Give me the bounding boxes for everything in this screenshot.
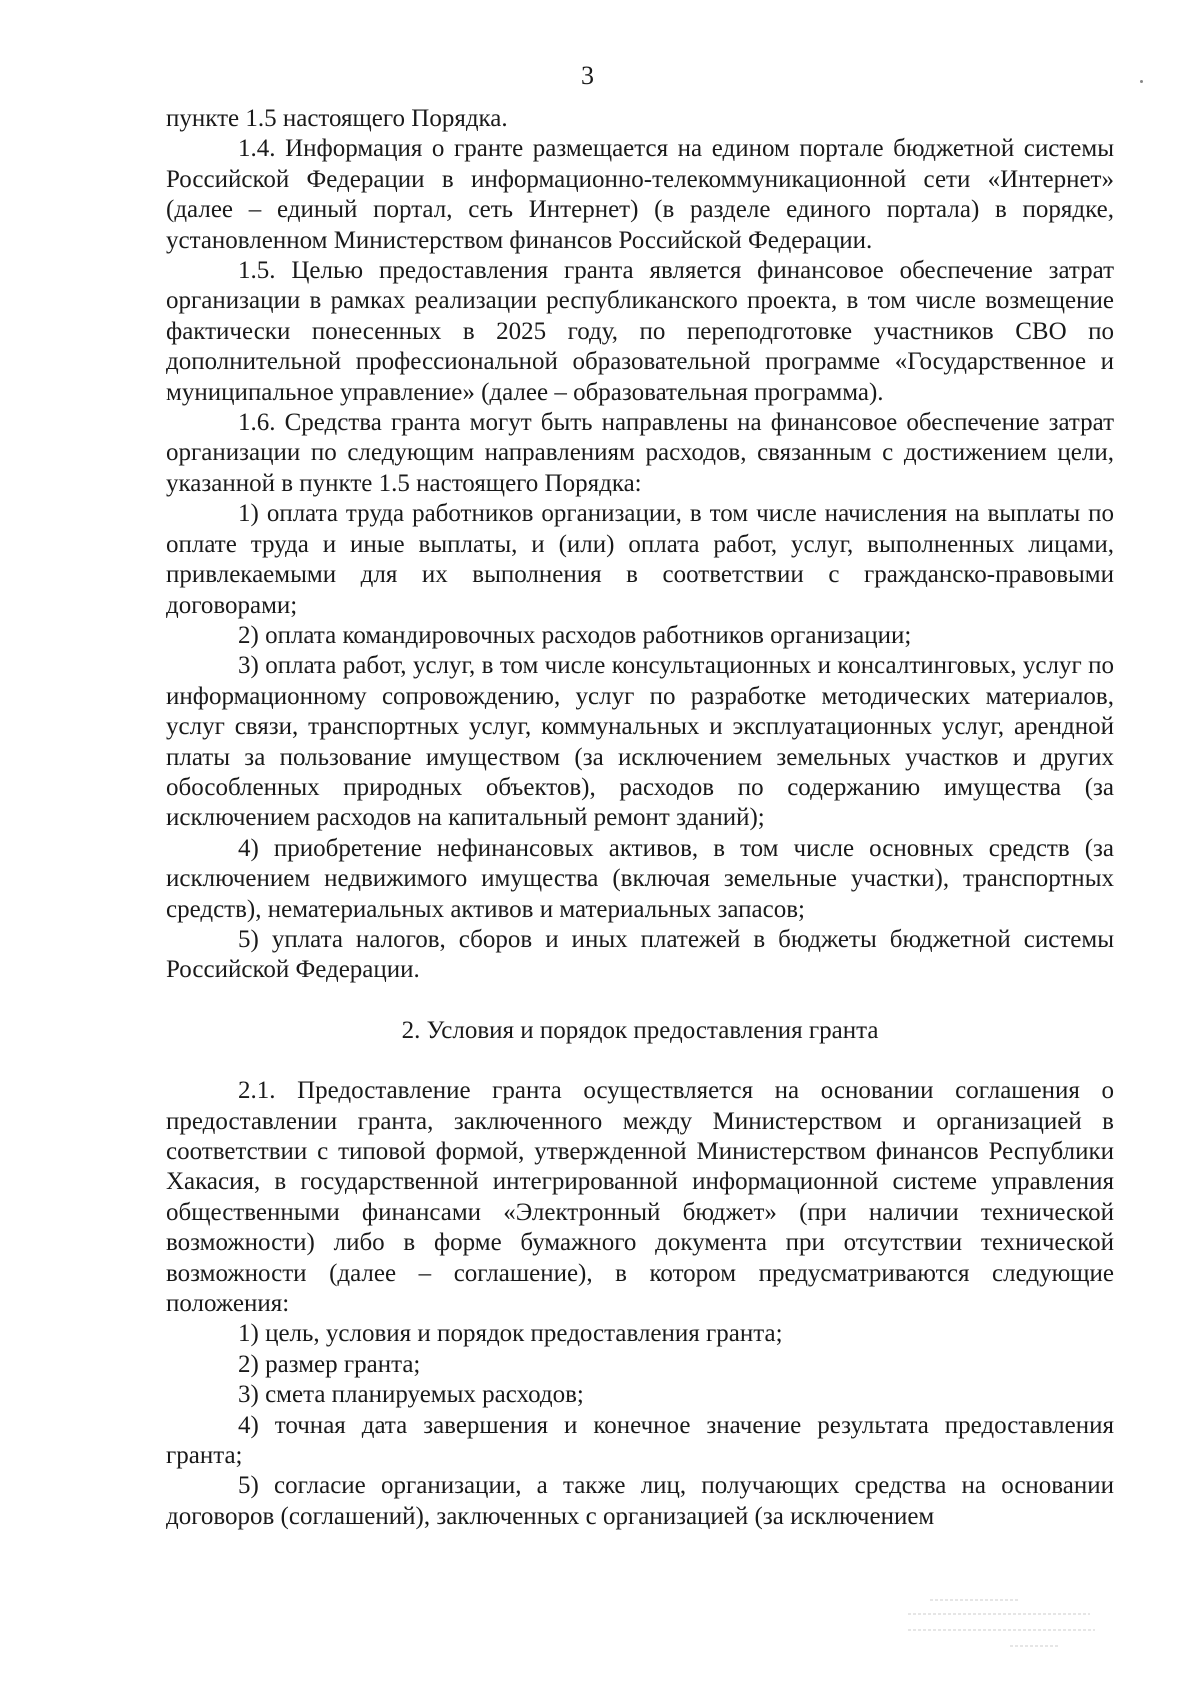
paragraph-1-4: 1.4. Информация о гранте размещается на едином портале бюджетной системы Российской Федерации в информационно-телекоммуникационной сети «Интернет» (далее – единый портал, сеть Интернет) (в разделе единого портала) в порядке, установленном Министерством финансов Российской Федерации. — [166, 135, 1114, 254]
section-heading: 2. Условия и порядок предоставления гранта — [401, 1016, 879, 1044]
paragraph-continuation: пункте 1.5 настоящего Порядка. — [166, 105, 508, 132]
paragraph-1-6: 1.6. Средства гранта могут быть направлены на финансовое обеспечение затрат организации по следующим направлениям расходов, связанным с достижением цели, указанной в пункте 1.5 настоящего Порядка: — [166, 409, 1114, 497]
list-item-4: 4) приобретение нефинансовых активов, в том числе основных средств (за исключением недвижимого имущества (включая земельные участки), транспортных средств), нематериальных активов и материальных запасов; — [166, 834, 1114, 923]
list-item-3: 3) оплата работ, услуг, в том числе консультационных и консалтинговых, услуг по информационному сопровождению, услуг по разработке методических материалов, услуг связи, транспортных услуг, коммунальных и эксплуатационных услуг, арендной платы за пользование имуществом (за исключением земельных участков и других обособленных природных объектов), расходов по содержанию имущества (за исключением расходов на капитальный ремонт зданий); — [166, 652, 1114, 832]
document-body — [166, 104, 1114, 1532]
list-item-2-2: 2) размер гранта; — [238, 1350, 421, 1378]
faded-stamp-graphic — [900, 1592, 1100, 1652]
list-item-5: 5) уплата налогов, сборов и иных платежей в бюджеты бюджетной системы Российской Федерации. — [166, 925, 1114, 984]
paragraph-1-5: 1.5. Целью предоставления гранта является финансовое обеспечение затрат организации в рамках реализации республиканского проекта, в том числе возмещение фактически понесенных в 2025 году, по переподготовке участников СВО по дополнительной профессиональной образовательной программе «Государственное и муниципальное управление» (далее – образовательная программа). — [166, 257, 1114, 406]
list-item-2-5: 5) согласие организации, а также лиц, получающих средства на основании договоров (соглашений), заключенных с организацией (за исключением — [166, 1472, 1114, 1530]
list-item-2-3: 3) смета планируемых расходов; — [238, 1381, 584, 1409]
page-number: 3 — [581, 61, 594, 90]
list-item-2-4: 4) точная дата завершения и конечное значение результата предоставления гранта; — [166, 1411, 1114, 1470]
list-item-2-1: 1) цель, условия и порядок предоставления гранта; — [238, 1320, 783, 1348]
scan-speck — [1140, 80, 1143, 83]
faded-stamp — [900, 1592, 1100, 1652]
list-item-1: 1) оплата труда работников организации, в том числе начисления на выплаты по оплате труда и иные выплаты, и (или) оплата работ, услуг, выполненных лицами, привлекаемыми для их выполнения в соответствии с гражданско-правовыми договорами; — [166, 500, 1114, 619]
list-item-2: 2) оплата командировочных расходов работников организации; — [238, 621, 912, 649]
paragraph-2-1: 2.1. Предоставление гранта осуществляется на основании соглашения о предоставлении гранта, заключенного между Министерством и организацией в соответствии с типовой формой, утвержденной Министерством финансов Республики Хакасия, в государственной интегрированной информационной системе управления общественными финансами «Электронный бюджет» (при наличии технической возможности) либо в форме бумажного документа при отсутствии технической возможности (далее – соглашение), в котором предусматриваются следующие положения: — [166, 1077, 1114, 1318]
